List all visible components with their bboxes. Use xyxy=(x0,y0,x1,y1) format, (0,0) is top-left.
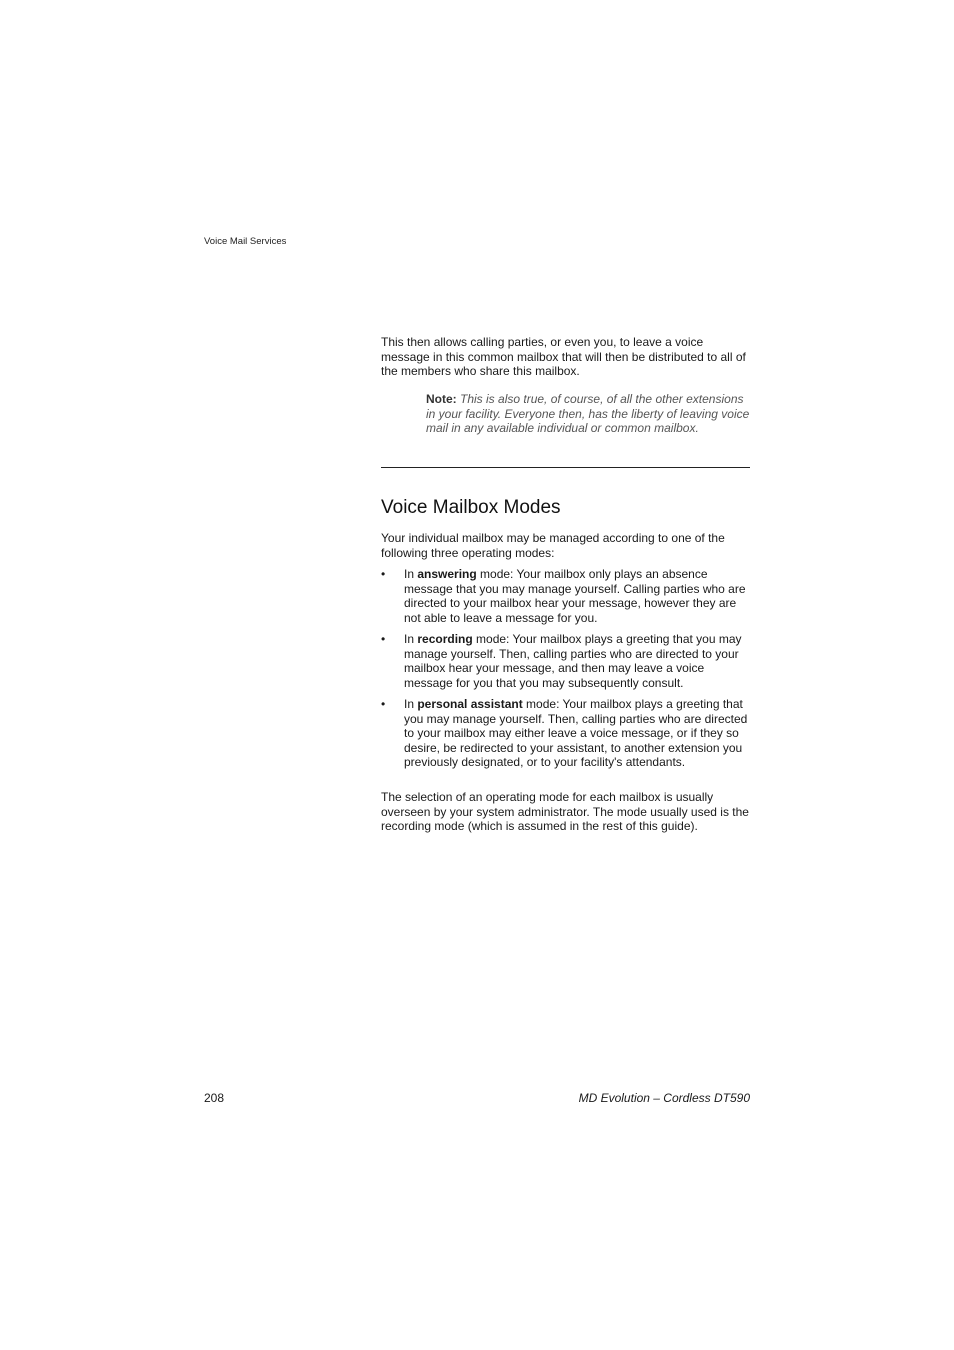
modes-list xyxy=(381,567,751,777)
bullet-icon: • xyxy=(381,697,386,711)
bullet-icon: • xyxy=(381,567,386,581)
list-item: • In answering mode: Your mailbox only plays an absence message that you may manage yourself. Calling parties who are directed to your mailbox hear your message, however they are not able to leave a message for you. xyxy=(381,567,746,625)
section-lead: Your individual mailbox may be managed according to one of the following three operating modes: xyxy=(381,531,725,560)
intro-paragraph: This then allows calling parties, or even you, to leave a voice message in this common mailbox that will then be distributed to all of the members who share this mailbox. xyxy=(381,335,746,378)
note-block xyxy=(426,392,751,436)
note-text: This is also true, of course, of all the other extensions in your facility. Everyone then, has the liberty of leaving voice mail in any available individual or common mailbox. xyxy=(426,392,750,435)
mode-term: personal assistant xyxy=(417,697,523,711)
note-label: Note: xyxy=(426,392,457,406)
section-title: Voice Mailbox Modes xyxy=(381,497,561,518)
footer-doc-title: MD Evolution – Cordless DT590 xyxy=(578,1091,750,1105)
mode-term: recording xyxy=(417,632,473,646)
section-divider xyxy=(381,467,750,468)
bullet-icon: • xyxy=(381,632,386,646)
list-item: • In personal assistant mode: Your mailbox plays a greeting that you may manage yourself. Then, calling parties who are directed to your mailbox may either leave a voice message, or if they so desire, be redirected to your assistant, to another extension you previously designated, or to your facility's attendants. xyxy=(381,697,748,769)
running-header: Voice Mail Services xyxy=(204,236,287,247)
closing-paragraph: The selection of an operating mode for each mailbox is usually overseen by your system administrator. The mode usually used is the recording mode (which is assumed in the rest of this guide). xyxy=(381,790,749,833)
page-number: 208 xyxy=(204,1091,225,1105)
list-item: • In recording mode: Your mailbox plays a greeting that you may manage yourself. Then, calling parties who are directed to your mailbox hear your message, and then may leave a voice message for you that you may subsequently consult. xyxy=(381,632,742,690)
mode-term: answering xyxy=(417,567,477,581)
